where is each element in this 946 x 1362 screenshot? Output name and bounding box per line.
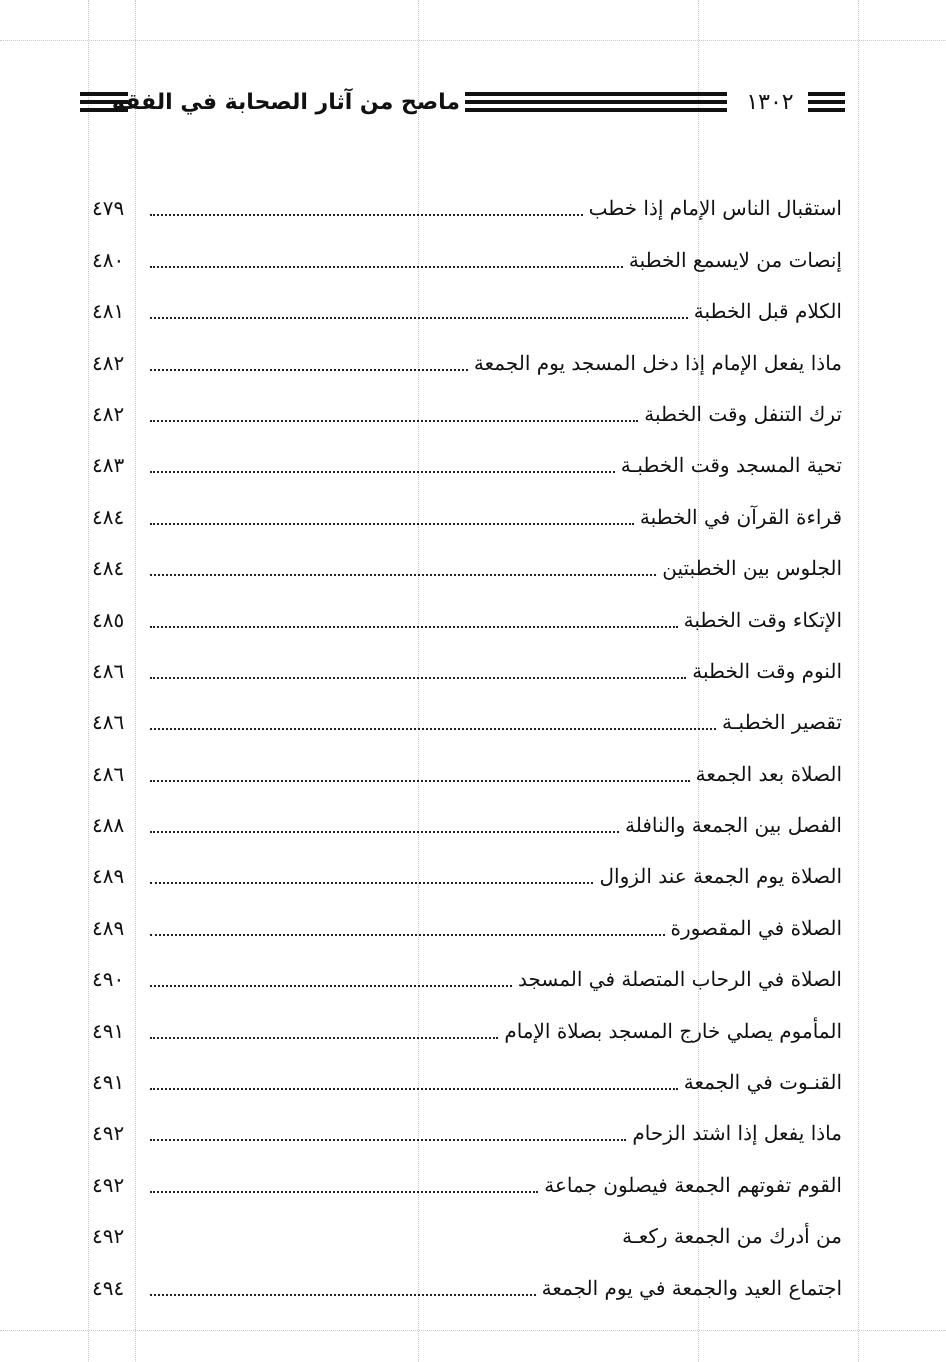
dot-leader: [150, 471, 615, 473]
dot-leader: [150, 266, 623, 268]
toc-entry-page-number: ٤٩٢: [92, 1121, 125, 1146]
toc-entry: [92, 840, 842, 891]
dot-leader: [150, 574, 656, 576]
dot-leader: [150, 985, 512, 987]
dot-leader: [150, 369, 468, 371]
toc-entry: [92, 1097, 842, 1148]
toc-entry: [92, 994, 842, 1045]
toc-entry: [92, 943, 842, 994]
dot-leader: [150, 728, 716, 730]
header-rule-right: [808, 92, 845, 116]
toc-entry: [92, 891, 842, 942]
toc-entry: [92, 1148, 842, 1199]
dot-leader: [150, 1088, 678, 1090]
toc-entry-title: إنصات من لايسمع الخطبة: [628, 247, 842, 272]
toc-entry-title: الإتكاء وقت الخطبة: [683, 607, 842, 632]
dot-leader: [150, 882, 593, 884]
toc-entry-title: اجتماع العيد والجمعة في يوم الجمعة: [541, 1275, 842, 1300]
dot-leader: [150, 317, 688, 319]
toc-entry: [92, 326, 842, 377]
toc-entry-title: تحية المسجد وقت الخطبـة: [620, 453, 842, 478]
toc-entry-title: المأموم يصلي خارج المسجد بصلاة الإمام: [504, 1018, 842, 1043]
toc-entry: [92, 635, 842, 686]
toc-entry-page-number: ٤٨٦: [92, 761, 125, 786]
header-rule-middle: [465, 92, 727, 116]
toc-entry-page-number: ٤٩١: [92, 1070, 125, 1095]
dot-leader: [150, 420, 638, 422]
toc-entry: [92, 480, 842, 531]
scan-guide-line: [88, 0, 89, 1362]
toc-entry: [92, 532, 842, 583]
scan-guide-line: [0, 1330, 946, 1331]
dot-leader: [150, 1037, 498, 1039]
toc-entry-page-number: ٤٧٩: [92, 196, 125, 221]
toc-entry-title: الكلام قبل الخطبة: [693, 299, 842, 324]
toc-entry-page-number: ٤٨٨: [92, 813, 125, 838]
toc-entry-title: القنـوت في الجمعة: [683, 1070, 842, 1095]
toc-entry: [92, 686, 842, 737]
dot-leader: [150, 1242, 616, 1244]
scan-guide-line: [858, 0, 859, 1362]
toc-entry: [92, 789, 842, 840]
dot-leader: [150, 1191, 538, 1193]
toc-entry-title: الصلاة يوم الجمعة عند الزوال: [599, 864, 842, 889]
toc-entry: [92, 378, 842, 429]
toc-entry-title: ماذا يفعل إذا اشتد الزحام: [632, 1121, 842, 1146]
toc-entry-page-number: ٤٨٤: [92, 556, 125, 581]
dot-leader: [150, 523, 634, 525]
table-of-contents: [92, 172, 842, 1303]
toc-entry-page-number: ٤٨٠: [92, 247, 125, 272]
toc-entry-title: استقبال الناس الإمام إذا خطب: [588, 196, 842, 221]
toc-entry-page-number: ٤٩٢: [92, 1172, 125, 1197]
page-number: ١٣٠٢: [746, 90, 794, 115]
toc-entry-page-number: ٤٨٩: [92, 915, 125, 940]
dot-leader: [150, 934, 665, 936]
toc-entry: [92, 172, 842, 223]
toc-entry-page-number: ٤٨٣: [92, 453, 125, 478]
toc-entry-title: ترك التنفل وقت الخطبة: [644, 401, 842, 426]
toc-entry-title: الصلاة بعد الجمعة: [695, 761, 842, 786]
toc-entry-title: من أدرك من الجمعة ركعـة: [622, 1224, 842, 1249]
toc-entry-page-number: ٤٩٢: [92, 1224, 125, 1249]
toc-entry-page-number: ٤٩٤: [92, 1275, 125, 1300]
toc-entry-page-number: ٤٨٢: [92, 401, 125, 426]
toc-entry-page-number: ٤٨٩: [92, 864, 125, 889]
toc-entry-title: ماذا يفعل الإمام إذا دخل المسجد يوم الجمعة: [473, 350, 842, 375]
page-header: [80, 86, 845, 120]
toc-entry-title: الصلاة في المقصورة: [670, 915, 842, 940]
toc-entry-page-number: ٤٨٦: [92, 658, 125, 683]
toc-entry-title: الجلوس بين الخطبتين: [662, 556, 842, 581]
dot-leader: [150, 677, 686, 679]
toc-entry-title: القوم تفوتهم الجمعة فيصلون جماعة: [544, 1172, 842, 1197]
toc-entry-page-number: ٤٨٤: [92, 504, 125, 529]
scan-guide-line: [0, 40, 946, 41]
dot-leader: [150, 214, 583, 216]
toc-entry-title: الفصل بين الجمعة والنافلة: [625, 813, 842, 838]
dot-leader: [150, 831, 619, 833]
toc-entry-page-number: ٤٨٢: [92, 350, 125, 375]
toc-entry: [92, 737, 842, 788]
toc-entry: [92, 429, 842, 480]
toc-entry-title: النوم وقت الخطبة: [692, 658, 842, 683]
toc-entry: [92, 275, 842, 326]
toc-entry-page-number: ٤٨١: [92, 299, 125, 324]
toc-entry-title: الصلاة في الرحاب المتصلة في المسجد: [517, 967, 842, 992]
toc-entry: [92, 1046, 842, 1097]
dot-leader: [150, 780, 690, 782]
book-title: ماصح من آثار الصحابة في الفقه: [111, 90, 460, 115]
dot-leader: [150, 1294, 536, 1296]
toc-entry-page-number: ٤٩٠: [92, 967, 125, 992]
toc-entry-page-number: ٤٨٦: [92, 710, 125, 735]
toc-entry: [92, 1251, 842, 1302]
toc-entry: [92, 1200, 842, 1251]
toc-entry-page-number: ٤٩١: [92, 1018, 125, 1043]
toc-entry-title: تقصير الخطبـة: [721, 710, 842, 735]
toc-entry: [92, 223, 842, 274]
toc-entry-title: قراءة القرآن في الخطبة: [639, 504, 842, 529]
toc-entry: [92, 583, 842, 634]
toc-entry-page-number: ٤٨٥: [92, 607, 125, 632]
dot-leader: [150, 626, 678, 628]
dot-leader: [150, 1139, 626, 1141]
